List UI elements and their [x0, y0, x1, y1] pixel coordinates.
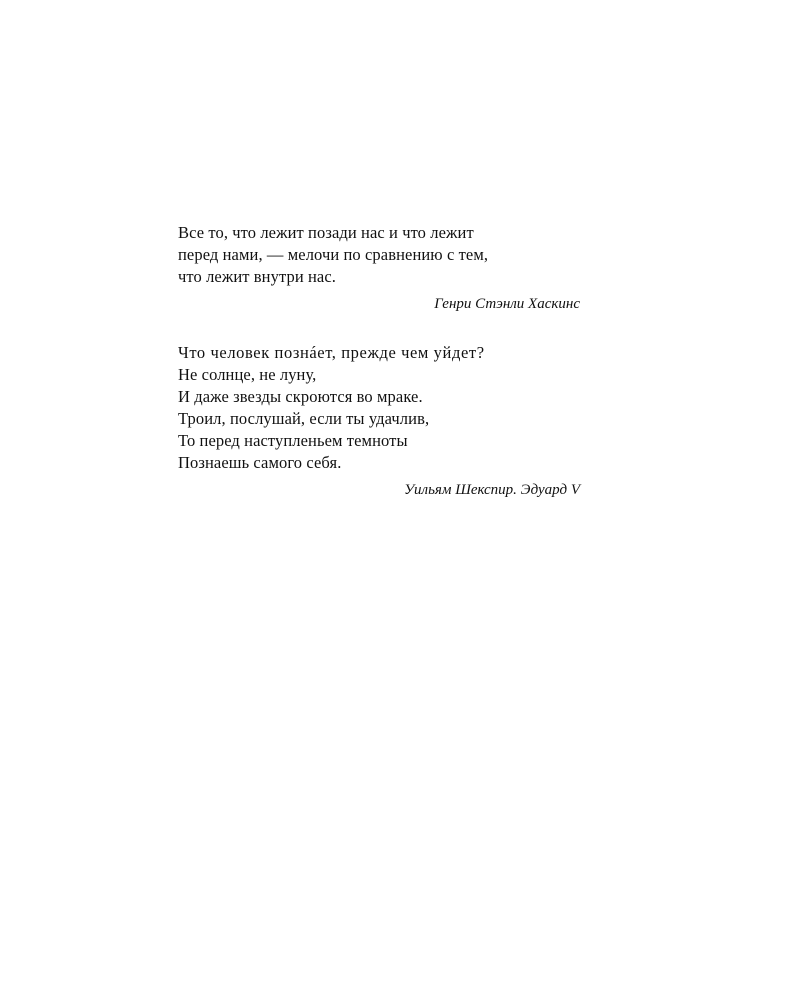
epigraph-line: Все то, что лежит позади нас и что лежит — [178, 223, 474, 242]
epigraph-line: перед нами, — мелочи по сравнению с тем, — [178, 245, 489, 264]
epigraph-prose-text — [178, 222, 580, 288]
epigraph-prose — [178, 222, 580, 314]
epigraph-verse — [178, 342, 580, 500]
verse-line: Троил, послушай, если ты удачлив, — [178, 409, 430, 428]
epigraph-author: Уильям Шекспир. Эдуард V — [404, 482, 580, 498]
verse-line: И даже звезды скроются во мраке. — [178, 387, 423, 406]
verse-line: Не солнце, не луну, — [178, 365, 317, 384]
epigraph-verse-text — [178, 342, 580, 474]
verse-line: Что человек познáет, прежде чем уйдет? — [178, 343, 485, 362]
epigraph-column — [178, 222, 580, 500]
epigraph-author: Генри Стэнли Хаскинс — [434, 296, 580, 312]
verse-line: Познаешь самого себя. — [178, 453, 342, 472]
verse-line: То перед наступленьем темноты — [178, 431, 408, 450]
epigraph-line: что лежит внутри нас. — [178, 267, 336, 286]
